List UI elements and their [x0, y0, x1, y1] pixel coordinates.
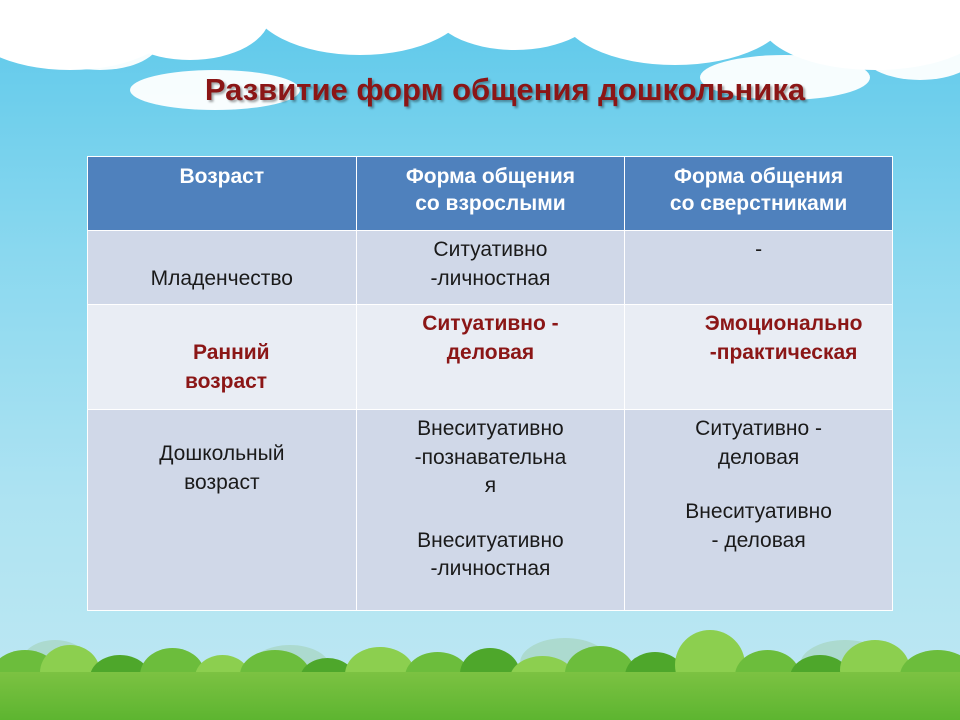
- cloud-decoration: [40, 10, 160, 70]
- cell-text: Ситуативно -: [422, 312, 559, 335]
- cell-age: [88, 305, 357, 410]
- cell-text: возраст: [185, 369, 268, 393]
- header-line: со сверстниками: [669, 192, 848, 216]
- cell-text: Внеситуативно: [685, 500, 832, 524]
- cell-text: деловая: [446, 340, 535, 364]
- cell-text: Внеситуативно: [417, 528, 564, 552]
- cell-text: -: [755, 238, 763, 261]
- cell-text: Дошкольный: [159, 442, 285, 465]
- slide-title: Развитие форм общения дошкольника: [204, 72, 806, 107]
- cell-age: [88, 410, 357, 611]
- cell-text: -личностная: [430, 266, 551, 290]
- cell-text: деловая: [717, 445, 800, 469]
- table-row: [88, 305, 893, 410]
- header-line: со взрослыми: [415, 192, 566, 216]
- header-adults: [356, 157, 625, 231]
- cell-text: Внеситуативно: [417, 417, 564, 440]
- table-header-row: [88, 157, 893, 231]
- cell-adults: [356, 231, 625, 305]
- table-row: [88, 410, 893, 611]
- line-gap: [626, 472, 891, 498]
- table-row: [88, 231, 893, 305]
- cell-adults: [356, 410, 625, 611]
- cell-text: Младенчество: [150, 267, 293, 290]
- cell-text: -личностная: [430, 557, 551, 581]
- cell-text: -практическая: [709, 340, 858, 364]
- header-age: [88, 157, 357, 231]
- grass-ground: [0, 672, 960, 720]
- cell-text: -познавательна: [414, 445, 567, 469]
- cloud-decoration: [560, 0, 790, 65]
- cell-text: возраст: [184, 470, 260, 494]
- cell-text: Ранний: [193, 341, 270, 364]
- cell-text: Эмоционально: [704, 312, 863, 335]
- cell-text: я: [484, 474, 497, 498]
- cell-age: [88, 231, 357, 305]
- line-gap: [358, 501, 624, 527]
- header-line: Форма общения: [674, 165, 844, 188]
- cloud-decoration: [860, 20, 960, 80]
- cell-text: Ситуативно: [433, 238, 548, 261]
- cell-peers: [625, 231, 893, 305]
- cell-text: Ситуативно -: [695, 417, 823, 440]
- cell-peers: [625, 410, 893, 611]
- header-line: Форма общения: [405, 165, 575, 188]
- cell-peers: [625, 305, 893, 410]
- cell-text: - деловая: [711, 528, 806, 552]
- cell-adults: [356, 305, 625, 410]
- forms-table: [87, 156, 893, 611]
- header-line: Возраст: [179, 165, 265, 188]
- header-peers: [625, 157, 893, 231]
